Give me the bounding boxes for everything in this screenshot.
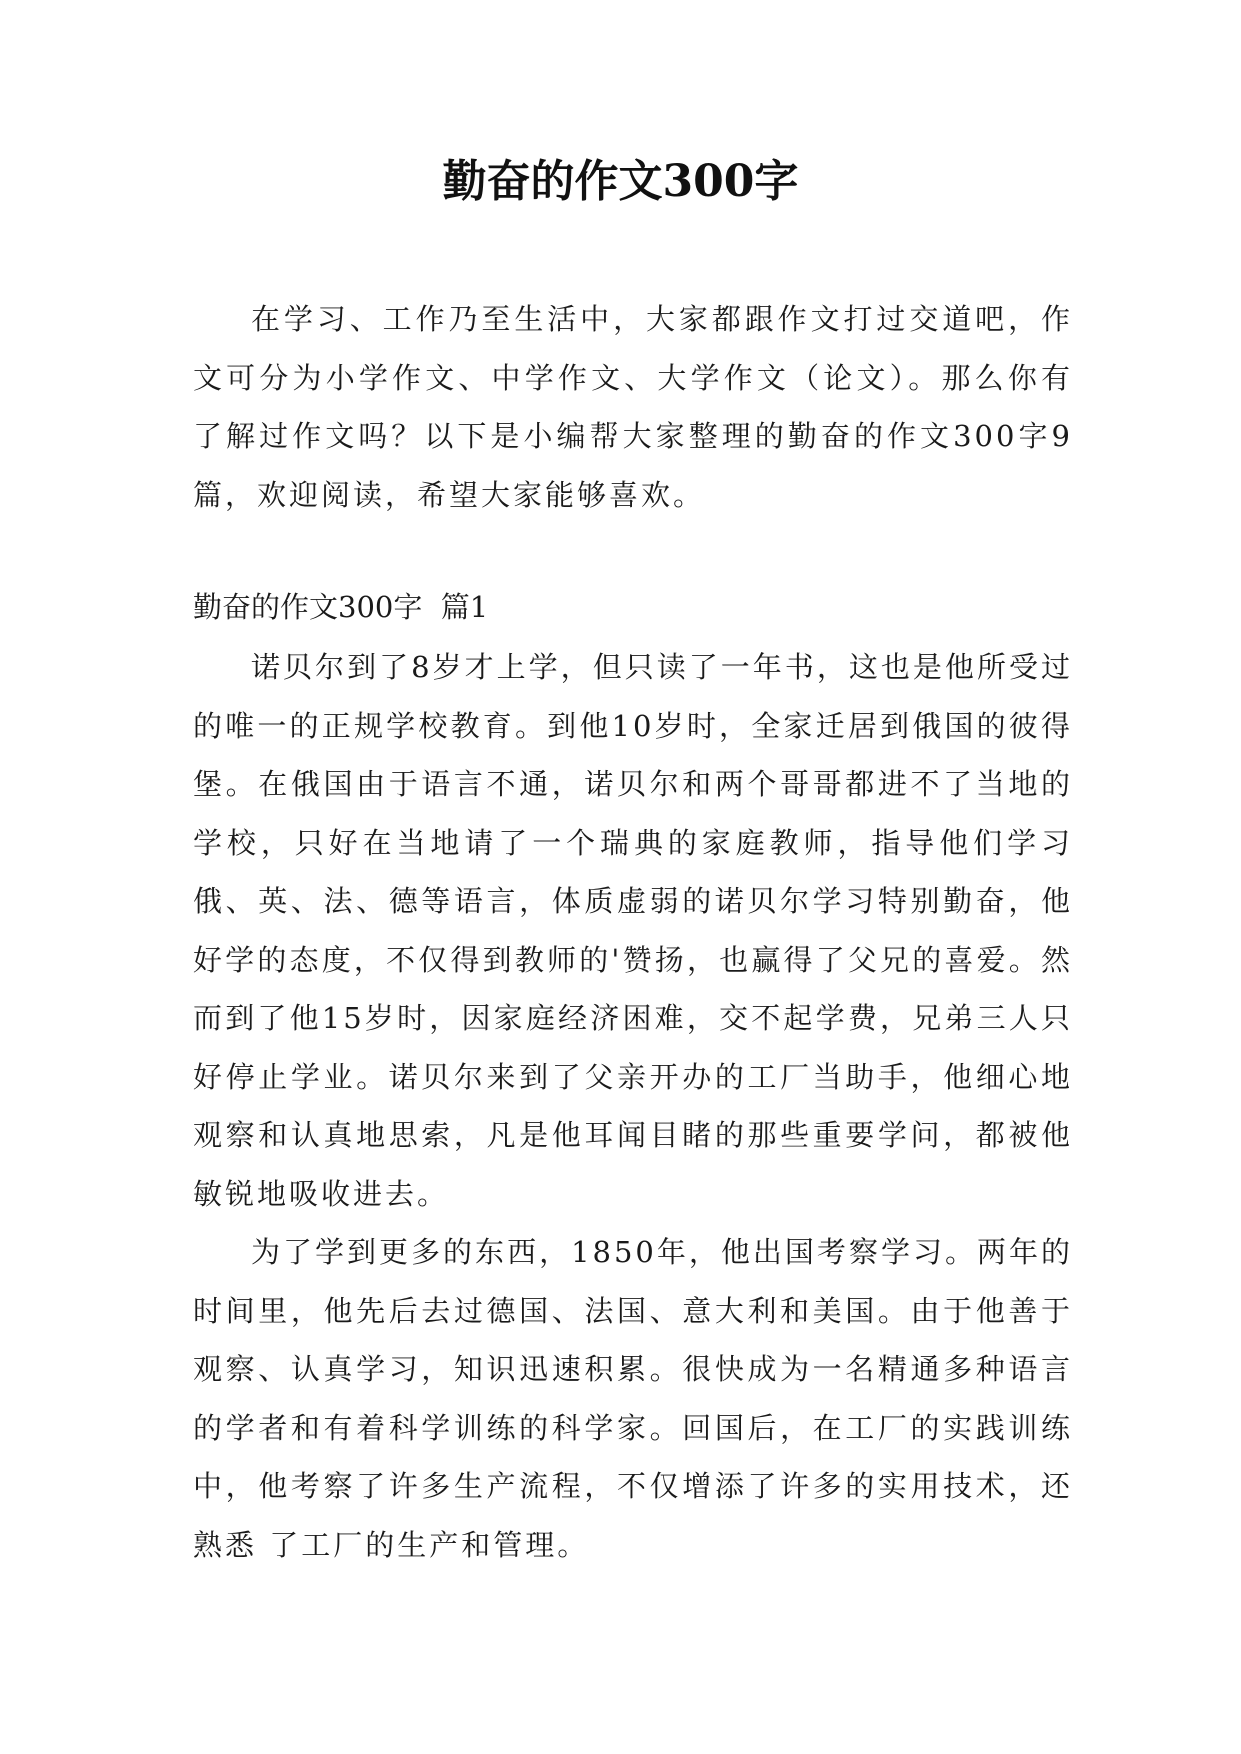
- section-heading: 勤奋的作文300字 篇1: [193, 590, 489, 624]
- section-body: [193, 638, 1073, 1574]
- intro-paragraph: 在学习、工作乃至生活中，大家都跟作文打过交道吧，作文可分为小学作文、中学作文、大学作文（论文）。那么你有了解过作文吗？以下是小编帮大家整理的勤奋的作文300字9篇，欢迎阅读，希望大家能够喜欢。: [193, 302, 1073, 512]
- body-paragraph: 诺贝尔到了8岁才上学，但只读了一年书，这也是他所受过的唯一的正规学校教育。到他10岁时，全家迁居到俄国的彼得堡。在俄国由于语言不通，诺贝尔和两个哥哥都进不了当地的学校，只好在当地请了一个瑞典的家庭教师，指导他们学习俄、英、法、德等语言，体质虚弱的诺贝尔学习特别勤奋，他好学的态度，不仅得到教师的'赞扬，也赢得了父兄的喜爱。然而到了他15岁时，因家庭经济困难，交不起学费，兄弟三人只好停止学业。诺贝尔来到了父亲开办的工厂当助手，他细心地观察和认真地思索，凡是他耳闻目睹的那些重要学问，都被他敏锐地吸收进去。: [193, 650, 1073, 1211]
- body-paragraph: 为了学到更多的东西，1850年，他出国考察学习。两年的时间里，他先后去过德国、法国、意大利和美国。由于他善于观察、认真学习，知识迅速积累。很快成为一名精通多种语言的学者和有着科学训练的科学家。回国后，在工厂的实践训练中，他考察了许多生产流程，不仅增添了许多的实用技术，还熟悉 了工厂的生产和管理。: [193, 1235, 1073, 1562]
- intro-block: [193, 290, 1073, 524]
- document-title: 勤奋的作文300字: [442, 156, 799, 207]
